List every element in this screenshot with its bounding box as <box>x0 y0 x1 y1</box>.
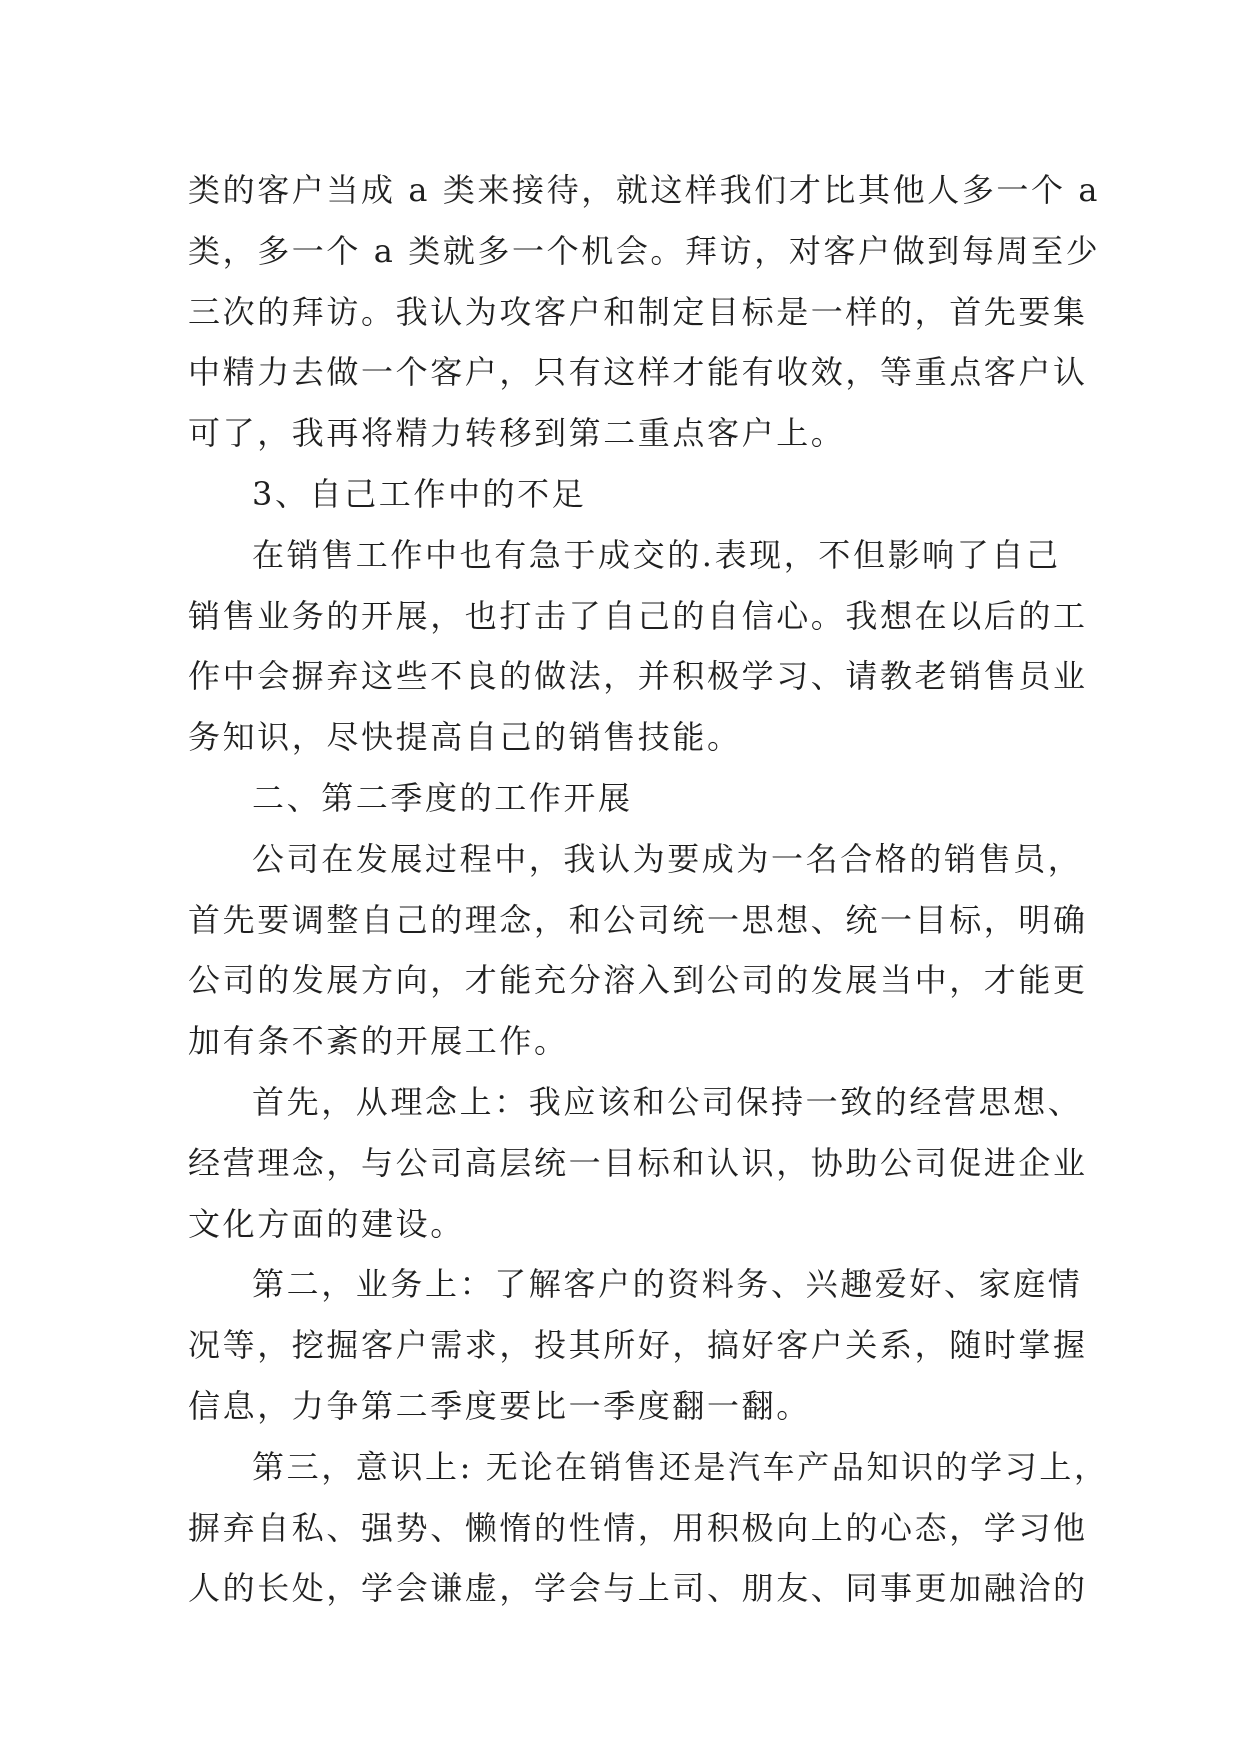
text-line: 经营理念，与公司高层统一目标和认识，协助公司促进企业 <box>188 1143 1088 1182</box>
text-line: 摒弃自私、强势、懒惰的性情，用积极向上的心态，学习他 <box>188 1508 1088 1547</box>
text-line: 信息，力争第二季度要比一季度翻一翻。 <box>188 1386 811 1425</box>
paragraph-start: 在销售工作中也有急于成交的.表现，不但影响了自己 <box>252 535 1061 574</box>
document-body <box>188 160 1109 1619</box>
text-line: 公司的发展方向，才能充分溶入到公司的发展当中，才能更 <box>188 961 1088 1000</box>
text-line: 务知识，尽快提高自己的销售技能。 <box>188 718 742 757</box>
paragraph-start: 公司在发展过程中，我认为要成为一名合格的销售员， <box>252 839 1083 878</box>
text-line: 类的客户当成 a 类来接待，就这样我们才比其他人多一个 a <box>188 171 1101 209</box>
text-line: 可了，我再将精力转移到第二重点客户上。 <box>188 414 846 453</box>
paragraph-start: 第三，意识上: 无论在销售还是汽车产品知识的学习上， <box>252 1447 1109 1486</box>
text-line: 销售业务的开展，也打击了自己的自信心。我想在以后的工 <box>188 596 1088 635</box>
paragraph-start: 第二，业务上：了解客户的资料务、兴趣爱好、家庭情 <box>252 1265 1083 1304</box>
text-line: 加有条不紊的开展工作。 <box>188 1022 569 1061</box>
text-line: 况等，挖掘客户需求，投其所好，搞好客户关系，随时掌握 <box>188 1326 1088 1365</box>
text-line: 中精力去做一个客户，只有这样才能有收效，等重点客户认 <box>188 353 1088 392</box>
text-line: 作中会摒弃这些不良的做法，并积极学习、请教老销售员业 <box>188 657 1088 696</box>
paragraph-start: 首先，从理念上：我应该和公司保持一致的经营思想、 <box>252 1082 1083 1121</box>
text-line: 文化方面的建设。 <box>188 1204 465 1243</box>
text-line: 类，多一个 a 类就多一个机会。拜访，对客户做到每周至少 <box>188 231 1101 270</box>
text-line: 三次的拜访。我认为攻客户和制定目标是一样的，首先要集 <box>188 292 1088 331</box>
text-line: 首先要调整自己的理念，和公司统一思想、统一目标，明确 <box>188 900 1088 939</box>
section-heading: 二、第二季度的工作开展 <box>252 778 633 817</box>
text-line: 人的长处，学会谦虚，学会与上司、朋友、同事更加融洽的 <box>188 1569 1088 1608</box>
section-heading: 3、自己工作中的不足 <box>252 474 587 513</box>
